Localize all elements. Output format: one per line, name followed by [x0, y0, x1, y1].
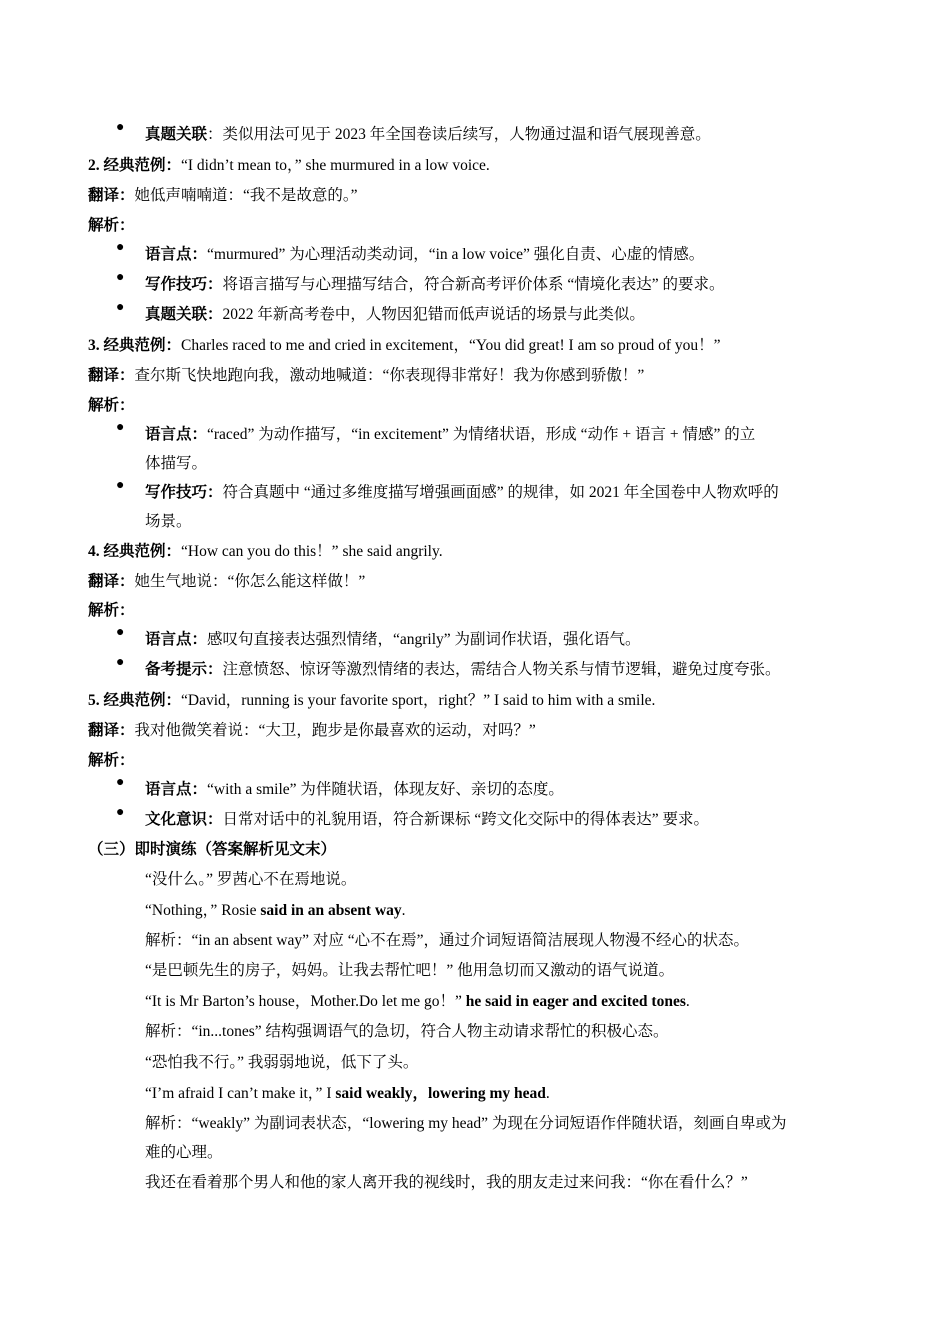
practice-line: “是巴顿先生的房子，妈妈。让我去帮忙吧！” 他用急切而又激动的语气说道。	[145, 962, 675, 979]
list-item: 真题关联：2022 年新高考卷中，人物因犯错而低声说话的场景与此类似。	[145, 306, 645, 323]
practice-line: “没什么。” 罗茜心不在焉地说。	[145, 871, 357, 888]
list-item: 文化意识：日常对话中的礼貌用语，符合新课标 “跨文化交际中的得体表达” 要求。	[145, 811, 710, 828]
list-item: 备考提示：注意愤怒、惊讶等激烈情绪的表达，需结合人物关系与情节逻辑，避免过度夸张。	[145, 661, 781, 678]
bullet-dot: ●	[116, 420, 125, 435]
practice-analysis: 解析：“in...tones” 结构强调语气的急切，符合人物主动请求帮忙的积极心态。	[145, 1023, 669, 1040]
analysis-label: 解析：	[88, 397, 135, 414]
example-5-heading: 5. 经典范例：“David，running is your favorite sport，right？” I said to him with a smile.	[88, 692, 656, 709]
bullet-dot: ●	[116, 655, 125, 670]
example-2-heading: 2. 经典范例：“I didn’t mean to，” she murmured in a low voice.	[88, 157, 490, 174]
list-item: 真题关联：类似用法可见于 2023 年全国卷读后续写，人物通过温和语气展现善意。	[145, 126, 711, 143]
list-item: 语言点：感叹句直接表达强烈情绪，“angrily” 为副词作状语，强化语气。	[145, 631, 641, 648]
list-item: 语言点：“raced” 为动作描写，“in excitement” 为情绪状语，形成 “动作 + 语言 + 情感” 的立	[145, 426, 756, 443]
bullet-dot: ●	[116, 478, 125, 493]
list-item: 语言点：“murmured” 为心理活动类动词，“in a low voice” 强化自责、心虚的情感。	[145, 246, 705, 263]
bullet-dot: ●	[116, 300, 125, 315]
bullet-dot: ●	[116, 240, 125, 255]
practice-line: “I’m afraid I can’t make it，” I said weakly，lowering my head.	[145, 1085, 550, 1102]
list-item: 写作技巧：将语言描写与心理描写结合，符合新高考评价体系 “情境化表达” 的要求。	[145, 276, 725, 293]
example-3-heading: 3. 经典范例：Charles raced to me and cried in excitement，“You did great! I am so proud of you！”	[88, 337, 721, 354]
analysis-label: 解析：	[88, 752, 135, 769]
example-4-translation: 翻译：她生气地说：“你怎么能这样做！”	[88, 573, 366, 590]
bullet-dot: ●	[116, 805, 125, 820]
example-3-translation: 翻译：查尔斯飞快地跑向我，激动地喊道：“你表现得非常好！我为你感到骄傲！”	[88, 367, 645, 384]
example-2-translation: 翻译：她低声喃喃道：“我不是故意的。”	[88, 187, 358, 204]
section-heading: （三）即时演练（答案解析见文末）	[88, 841, 337, 858]
practice-line: “恐怕我不行。” 我弱弱地说，低下了头。	[145, 1054, 419, 1071]
bullet-dot: ●	[116, 625, 125, 640]
practice-line: “Nothing，” Rosie said in an absent way.	[145, 902, 406, 919]
practice-line: “It is Mr Barton’s house，Mother.Do let me go！” he said in eager and excited tones.	[145, 993, 690, 1010]
bullet-dot: ●	[116, 270, 125, 285]
analysis-label: 解析：	[88, 602, 135, 619]
analysis-label: 解析：	[88, 217, 135, 234]
list-item: 语言点：“with a smile” 为伴随状语，体现友好、亲切的态度。	[145, 781, 564, 798]
practice-analysis: 解析：“weakly” 为副词表状态，“lowering my head” 为现在分词短语作伴随状语，刻画自卑或为	[145, 1115, 787, 1132]
list-item-continuation: 体描写。	[145, 455, 208, 472]
example-4-heading: 4. 经典范例：“How can you do this！” she said angrily.	[88, 543, 443, 560]
bullet-dot: ●	[116, 120, 125, 135]
practice-analysis-continuation: 难的心理。	[145, 1144, 223, 1161]
practice-line: 我还在看着那个男人和他的家人离开我的视线时，我的朋友走过来问我：“你在看什么？”	[145, 1174, 748, 1191]
bullet-dot: ●	[116, 775, 125, 790]
list-item-continuation: 场景。	[145, 513, 192, 530]
list-item: 写作技巧：符合真题中 “通过多维度描写增强画面感” 的规律，如 2021 年全国卷中人物欢呼的	[145, 484, 779, 501]
practice-analysis: 解析：“in an absent way” 对应 “心不在焉”，通过介词短语简洁展现人物漫不经心的状态。	[145, 932, 750, 949]
example-5-translation: 翻译：我对他微笑着说：“大卫，跑步是你最喜欢的运动，对吗？”	[88, 722, 536, 739]
